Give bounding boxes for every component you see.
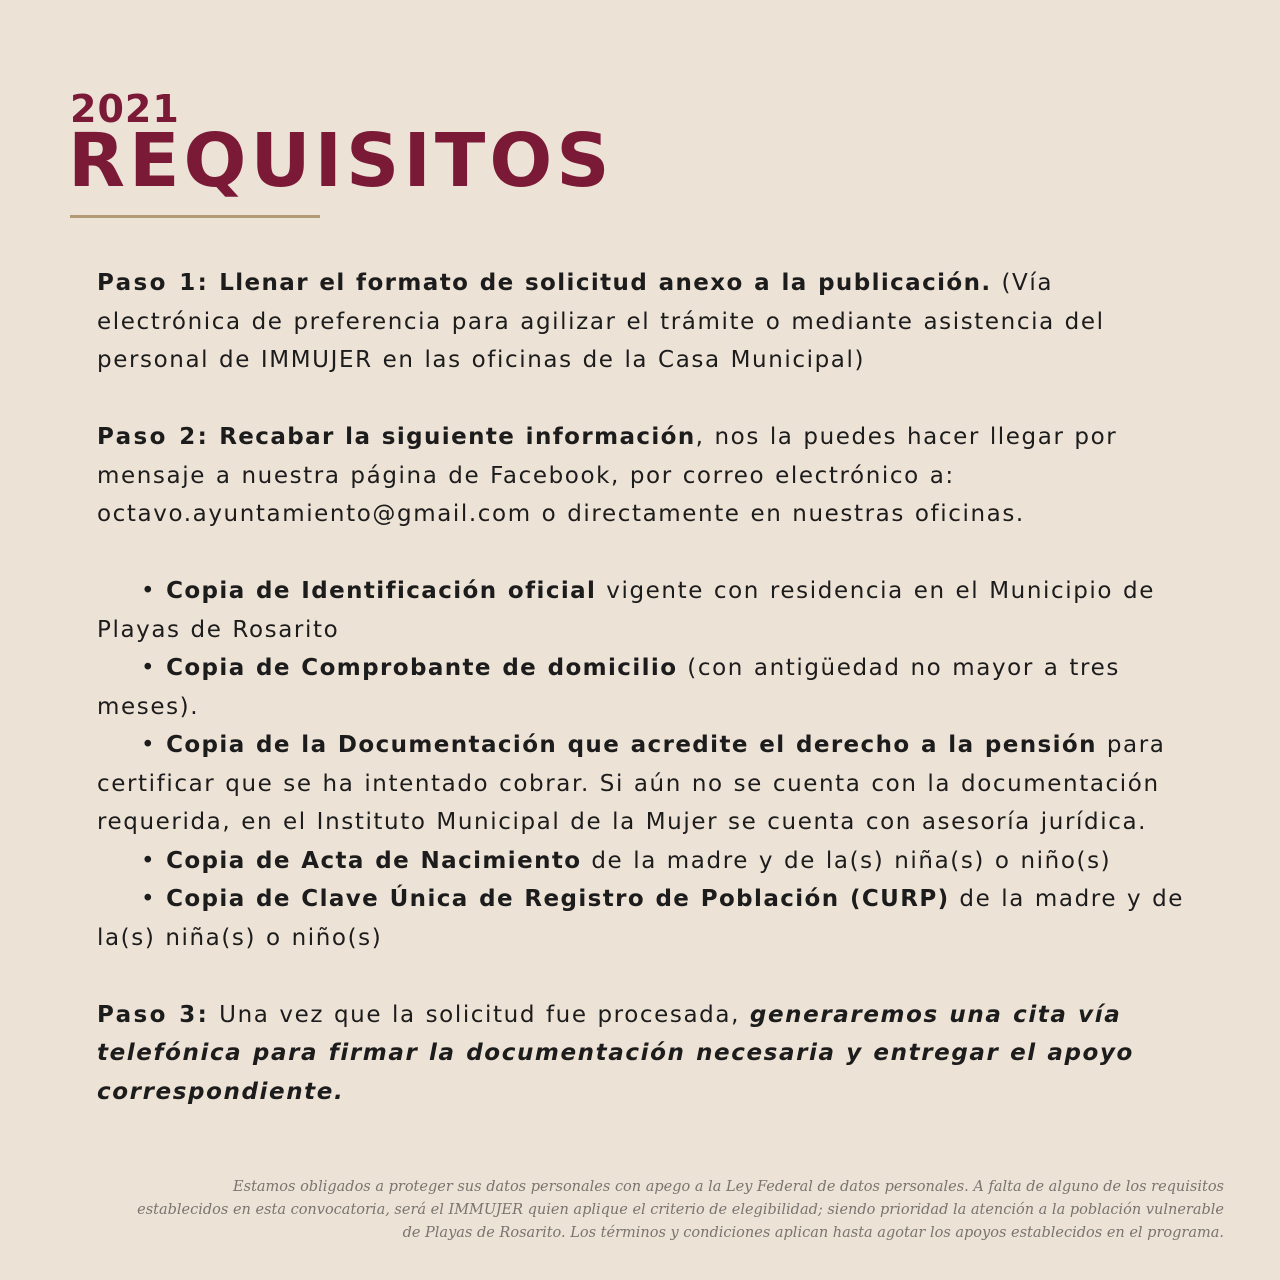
requirement-title: Copia de la Documentación que acredite el derecho a la pensión	[166, 732, 1097, 758]
requirement-item	[97, 649, 1197, 726]
requirements-body	[97, 264, 1197, 1111]
requirement-item	[97, 842, 1197, 881]
step-1-text: (Vía electrónica de preferencia para agilizar el trámite o mediante asistencia del personal de IMMUJER en las oficinas de la Casa Municipal)	[97, 270, 1105, 373]
step-3-label: Paso 3:	[97, 1001, 210, 1028]
requirement-title: Copia de Identificación oficial	[166, 578, 597, 604]
step-3	[97, 996, 1197, 1112]
requirement-text: de la madre y de la(s) niña(s) o niño(s)	[581, 847, 1112, 874]
requirement-title: Copia de Comprobante de domicilio	[166, 655, 678, 681]
requirement-text: vigente con residencia en el Municipio de Playas de Rosarito	[97, 578, 1155, 643]
requirement-title: Copia de Clave Única de Registro de Población (CURP)	[166, 886, 950, 912]
footer-line: de Playas de Rosarito. Los términos y condiciones aplican hasta agotar los apoyos establecidos en el programa.	[402, 1225, 1224, 1241]
step-3-emphasis: generaremos una cita vía telefónica para firmar la documentación necesaria y entregar el apoyo correspondiente.	[97, 1001, 1134, 1105]
requirement-item	[97, 572, 1197, 649]
title-underline	[70, 215, 320, 218]
requirement-item	[97, 726, 1197, 842]
step-1	[97, 264, 1197, 380]
year-heading: 2021	[70, 87, 180, 131]
step-3-text: Una vez que la solicitud fue procesada,	[209, 1001, 750, 1028]
requirement-text: (con antigüedad no mayor a tres meses).	[97, 655, 1120, 720]
requirement-text: de la madre y de la(s) niña(s) o niño(s)	[97, 886, 1185, 951]
step-1-heading: Llenar el formato de solicitud anexo a la publicación.	[219, 270, 992, 296]
bullet-icon: •	[141, 732, 167, 758]
step-2	[97, 418, 1197, 534]
privacy-notice	[74, 1176, 1224, 1245]
requirement-title: Copia de Acta de Nacimiento	[166, 847, 582, 874]
step-1-label: Paso 1:	[97, 270, 210, 296]
step-2-heading: Recabar la siguiente información	[219, 424, 696, 450]
bullet-icon: •	[141, 847, 167, 874]
requirement-text: para certificar que se ha intentado cobrar. Si aún no se cuenta con la documentación requerida, en el Instituto Municipal de la Mujer se cuenta con asesoría jurídica.	[97, 732, 1166, 835]
page-title: REQUISITOS	[68, 118, 614, 204]
footer-line: Estamos obligados a proteger sus datos personales con apego a la Ley Federal de datos personales. A falta de alguno de los requisitos	[233, 1179, 1224, 1195]
bullet-icon: •	[141, 886, 167, 912]
bullet-icon: •	[141, 655, 167, 681]
footer-line: establecidos en esta convocatoria, será el IMMUJER quien aplique el criterio de elegibilidad; siendo prioridad la atención a la población vulnerable	[137, 1202, 1224, 1218]
step-2-label: Paso 2:	[97, 424, 210, 450]
bullet-icon: •	[141, 578, 167, 604]
requirement-item	[97, 880, 1197, 957]
step-2-text: , nos la puedes hacer llegar por mensaje a nuestra página de Facebook, por correo electrónico a: octavo.ayuntamiento@gmail.com o directamente en nuestras oficinas.	[97, 424, 1118, 527]
